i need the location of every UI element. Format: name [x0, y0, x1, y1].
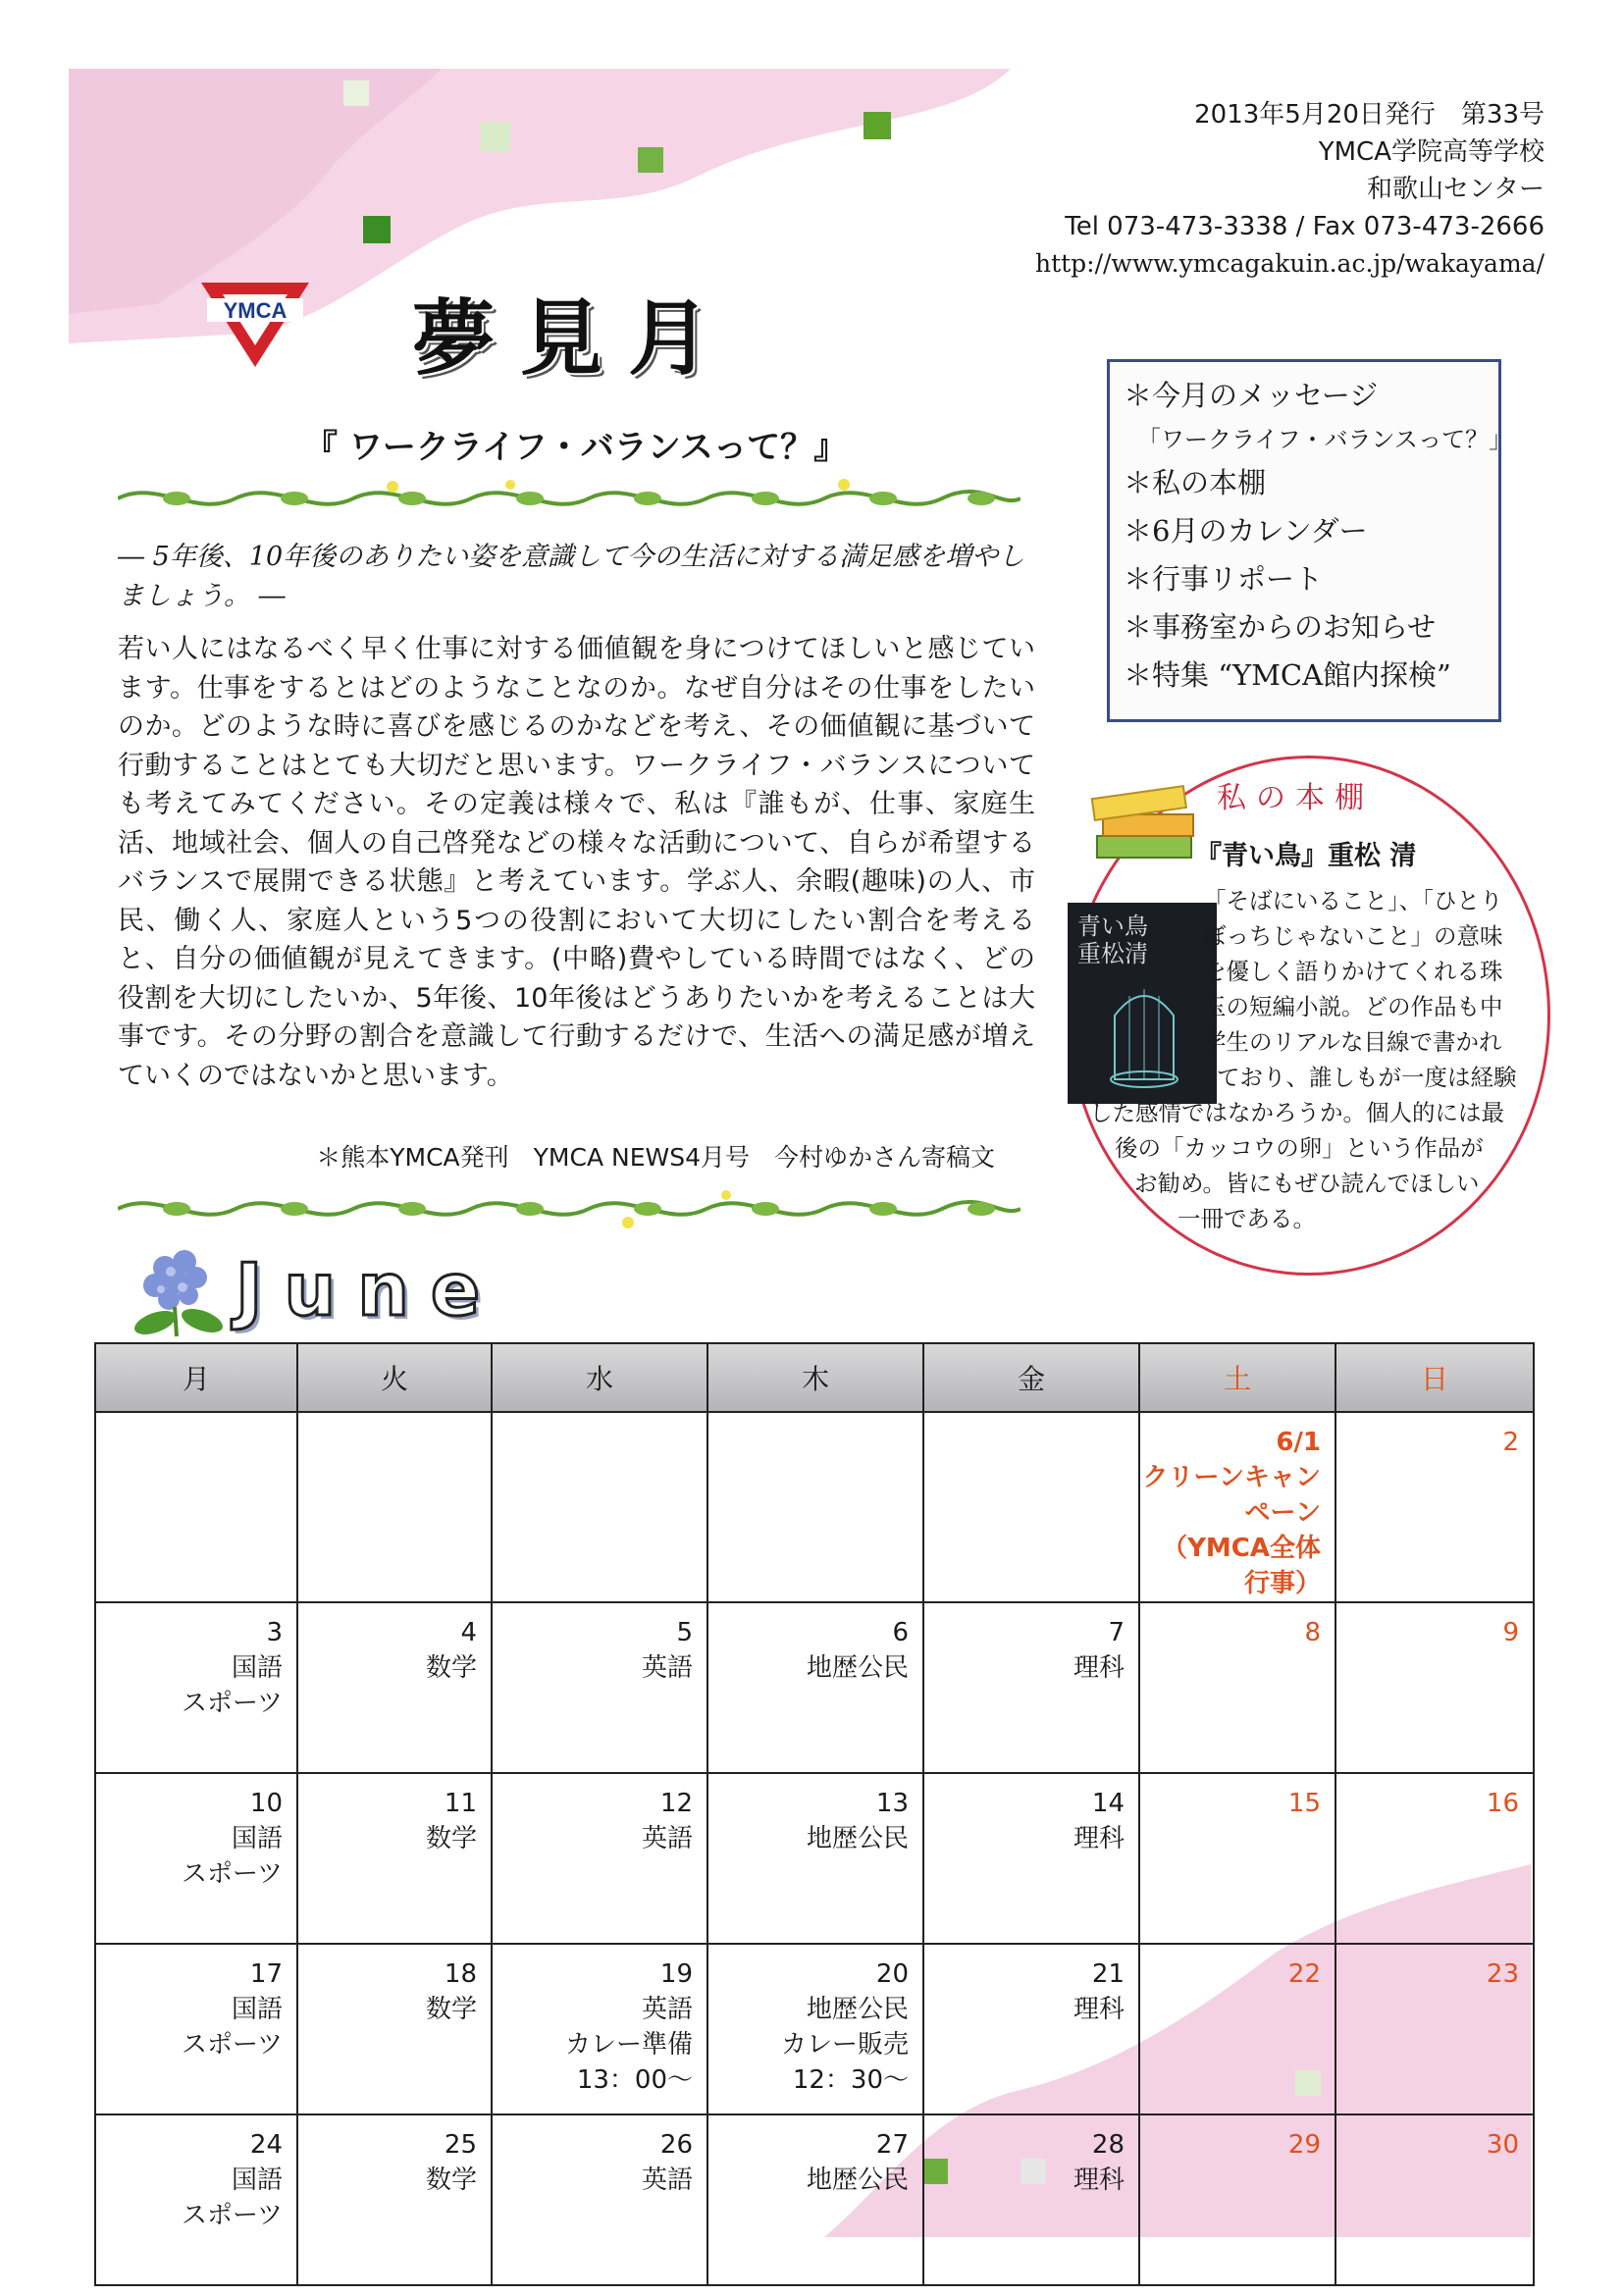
weekday-header: 木: [707, 1343, 923, 1412]
ymca-logo: [201, 283, 309, 367]
calendar-day-cell[interactable]: [923, 1773, 1139, 1944]
calendar-day-cell[interactable]: [95, 1773, 297, 1944]
day-number: 6: [892, 1618, 909, 1647]
calendar-day-cell[interactable]: [1139, 1944, 1335, 2114]
issue-date: 2013年5月20日発行 第33号: [1194, 100, 1544, 130]
calendar-day-cell[interactable]: [1335, 2114, 1534, 2285]
calendar-day-cell[interactable]: [297, 2114, 492, 2285]
day-event: クリーンキャンペーン: [1142, 1463, 1321, 1528]
calendar-day-cell[interactable]: [297, 1944, 492, 2114]
calendar-day-cell[interactable]: [95, 1944, 297, 2114]
article-title: 『 ワークライフ・バランスって？』: [304, 428, 848, 467]
calendar-day-cell[interactable]: [95, 2114, 297, 2285]
contents-item[interactable]: ＊行事リポート: [1124, 562, 1324, 596]
weekday-header: 月: [95, 1343, 297, 1412]
calendar-day-cell[interactable]: [923, 1412, 1139, 1602]
calendar-day-cell[interactable]: [95, 1412, 297, 1602]
calendar-month-title: June: [236, 1248, 502, 1332]
newsletter-title: 夢見月: [412, 290, 737, 387]
hydrangea-icon: [126, 1238, 234, 1336]
calendar-table: [94, 1342, 1535, 2286]
calendar-week-row: [95, 1602, 1534, 1773]
calendar-day-cell[interactable]: [1335, 1944, 1534, 2114]
calendar-day-cell[interactable]: [1139, 1412, 1335, 1602]
books-icon: [1087, 775, 1203, 873]
weekday-header: 火: [297, 1343, 492, 1412]
weekday-header: 水: [492, 1343, 707, 1412]
book-review: [1070, 883, 1541, 1236]
day-event: 数学: [425, 1995, 477, 2024]
calendar-day-cell[interactable]: [1335, 1602, 1534, 1773]
day-event: 数学: [425, 2166, 477, 2195]
calendar-day-cell[interactable]: [707, 1944, 923, 2114]
calendar-day-cell[interactable]: [297, 1602, 492, 1773]
vine-divider-bottom: [118, 1189, 1021, 1228]
calendar-day-cell[interactable]: [923, 2114, 1139, 2285]
review-line: した感情ではなかろうか。個人的には最: [1089, 1099, 1504, 1126]
review-line: ぼっちじゃないこと」の意味: [1203, 922, 1503, 950]
calendar-week-row: [95, 2114, 1534, 2285]
day-event: 理科: [1073, 1653, 1125, 1683]
calendar-day-cell[interactable]: [1335, 1412, 1534, 1602]
day-event: 12：30～: [792, 2065, 909, 2095]
day-number: 5: [676, 1618, 693, 1647]
day-event: 国語: [231, 1653, 283, 1683]
day-number: 2: [1502, 1428, 1519, 1457]
book-cover-text: 青い鳥 重松清: [1077, 913, 1148, 967]
contents-item[interactable]: ＊事務室からのお知らせ: [1124, 610, 1437, 644]
day-event: 数学: [425, 1824, 477, 1853]
day-number: 15: [1287, 1789, 1321, 1818]
day-event: 地歴公民: [806, 1824, 909, 1853]
review-line: 玉の短編小説。どの作品も中: [1203, 993, 1503, 1020]
day-event: 理科: [1073, 1995, 1125, 2024]
day-event: カレー販売: [780, 2030, 909, 2060]
calendar-day-cell[interactable]: [1139, 1602, 1335, 1773]
day-number: 21: [1091, 1959, 1125, 1989]
weekday-header: 日: [1335, 1343, 1534, 1412]
review-line: 学生のリアルな目線で書かれ: [1203, 1028, 1502, 1056]
review-line: お勧め。皆にもぜひ読んでほしい: [1134, 1170, 1480, 1197]
table-of-contents: [1107, 359, 1513, 722]
article-source: ＊熊本YMCA発刊 YMCA NEWS4月号 今村ゆかさん寄稿文: [316, 1143, 995, 1172]
day-event: 英語: [641, 1653, 693, 1683]
day-event: 地歴公民: [806, 1653, 909, 1683]
day-event: 国語: [231, 2166, 283, 2195]
day-event: 13：00～: [576, 2065, 693, 2095]
day-number: 12: [659, 1789, 693, 1818]
center-name: 和歌山センター: [1367, 175, 1544, 204]
review-line: 一冊である。: [1178, 1205, 1316, 1232]
day-event: 英語: [641, 2166, 693, 2195]
calendar-body: [95, 1412, 1534, 2285]
calendar-day-cell[interactable]: [297, 1412, 492, 1602]
day-number: 25: [444, 2130, 477, 2160]
day-number: 23: [1486, 1959, 1519, 1989]
calendar-day-cell[interactable]: [923, 1944, 1139, 2114]
day-event: （YMCA全体: [1162, 1534, 1321, 1563]
review-line: 後の「カッコウの卵」という作品が: [1115, 1134, 1484, 1162]
day-event: 英語: [641, 1995, 693, 2024]
day-number: 11: [444, 1789, 477, 1818]
day-number: 17: [249, 1959, 283, 1989]
calendar-day-cell[interactable]: [492, 1412, 707, 1602]
day-number: 4: [460, 1618, 477, 1647]
day-number: 14: [1091, 1789, 1125, 1818]
issue-info: [1035, 96, 1544, 283]
day-event: 数学: [425, 1653, 477, 1683]
day-number: 30: [1486, 2130, 1519, 2160]
calendar-day-cell[interactable]: [492, 2114, 707, 2285]
review-line: ており、誰しもが一度は経験: [1217, 1064, 1517, 1091]
calendar-day-cell[interactable]: [1139, 1773, 1335, 1944]
calendar-day-cell[interactable]: [1335, 1773, 1534, 1944]
website-link[interactable]: http://www.ymcagakuin.ac.jp/wakayama/: [1034, 249, 1544, 278]
calendar-day-cell[interactable]: [297, 1773, 492, 1944]
weekday-header: 金: [923, 1343, 1139, 1412]
day-number: 29: [1287, 2130, 1321, 2160]
day-number: 24: [249, 2130, 283, 2160]
contents-item[interactable]: ＊特集 “YMCA館内探検”: [1124, 658, 1451, 692]
bookshelf-heading: 私の本棚: [1217, 781, 1374, 815]
weekday-header: 土: [1139, 1343, 1335, 1412]
day-event: 理科: [1073, 2166, 1125, 2195]
review-line: 「そばにいること」、「ひとり: [1203, 887, 1503, 914]
article-lead: ― 5年後、10年後のありたい姿を意識して今の生活に対する満足感を増やしましょう。 ―: [118, 542, 1025, 611]
calendar-header-row: [95, 1343, 1534, 1412]
calendar-week-row: [95, 1412, 1534, 1602]
day-event: スポーツ: [182, 2201, 283, 2230]
day-number: 8: [1304, 1618, 1321, 1647]
calendar-day-cell[interactable]: [707, 2114, 923, 2285]
day-number: 6/1: [1276, 1428, 1321, 1457]
day-number: 27: [875, 2130, 909, 2160]
day-number: 18: [444, 1959, 477, 1989]
day-number: 13: [875, 1789, 909, 1818]
school-name: YMCA学院高等学校: [1318, 137, 1544, 167]
calendar-day-cell[interactable]: [1139, 2114, 1335, 2285]
calendar-day-cell[interactable]: [707, 1773, 923, 1944]
contents-item[interactable]: ＊私の本棚: [1124, 466, 1267, 499]
calendar-day-cell[interactable]: [923, 1602, 1139, 1773]
calendar-week-row: [95, 1944, 1534, 2114]
day-event: 行事）: [1243, 1569, 1321, 1598]
day-event: 理科: [1073, 1824, 1125, 1853]
vine-divider-top: [118, 479, 1021, 518]
calendar-day-cell[interactable]: [492, 1944, 707, 2114]
day-number: 9: [1502, 1618, 1519, 1647]
contents-item[interactable]: ＊今月のメッセージ: [1124, 379, 1379, 412]
contents-item[interactable]: 「ワークライフ・バランスって？」: [1137, 426, 1513, 453]
day-number: 26: [659, 2130, 693, 2160]
day-event: 地歴公民: [806, 2166, 909, 2195]
day-number: 28: [1091, 2130, 1125, 2160]
day-number: 16: [1486, 1789, 1519, 1818]
book-title: 『青い鳥』重松 清: [1195, 841, 1417, 871]
calendar-day-cell[interactable]: [707, 1412, 923, 1602]
day-number: 7: [1108, 1618, 1125, 1647]
logo-text: YMCA: [223, 298, 288, 323]
day-number: 20: [875, 1959, 909, 1989]
day-event: 国語: [231, 1824, 283, 1853]
contents-item[interactable]: ＊6月のカレンダー: [1124, 514, 1368, 548]
contact-line: Tel 073-473-3338 / Fax 073-473-2666: [1065, 212, 1544, 241]
calendar-day-cell[interactable]: [492, 1602, 707, 1773]
calendar-day-cell[interactable]: [707, 1602, 923, 1773]
review-line: を優しく語りかけてくれる珠: [1203, 958, 1503, 985]
day-number: 10: [249, 1789, 283, 1818]
day-event: スポーツ: [182, 2030, 283, 2060]
article-body: 若い人にはなるべく早く仕事に対する価値観を身につけてほしいと感じています。仕事をするとはどのようなことなのか。なぜ自分はその仕事をしたいのか。どのような時に喜びを感じるのかなどを考え、その価値観に基づいて行動することはとても大切だと思います。ワークライフ・バランスについても考えてみてください。その定義は様々で、私は『誰もが、仕事、家庭生活、地域社会、個人の自己啓発などの様々な活動について、自らが希望するバランスで展開できる状態』と考えています。学ぶ人、余暇(趣味)の人、市民、働く人、家庭人という5つの役割において大切にしたい割合を考えると、自分の価値観が見えてきます。(中略)費やしている時間ではなく、どの役割を大切にしたいか、5年後、10年後はどうありたいかを考えることは大事です。その分野の割合を意識して行動するだけで、生活への満足感が増えていくのではないかと思います。: [118, 634, 1035, 1091]
day-number: 22: [1287, 1959, 1321, 1989]
day-event: 地歴公民: [806, 1995, 909, 2024]
calendar-day-cell[interactable]: [95, 1602, 297, 1773]
calendar-week-row: [95, 1773, 1534, 1944]
day-event: スポーツ: [182, 1689, 283, 1718]
day-event: 国語: [231, 1995, 283, 2024]
day-number: 19: [659, 1959, 693, 1989]
day-event: 英語: [641, 1824, 693, 1853]
day-event: カレー準備: [564, 2030, 693, 2060]
calendar-day-cell[interactable]: [492, 1773, 707, 1944]
day-number: 3: [266, 1618, 283, 1647]
day-event: スポーツ: [182, 1859, 283, 1889]
